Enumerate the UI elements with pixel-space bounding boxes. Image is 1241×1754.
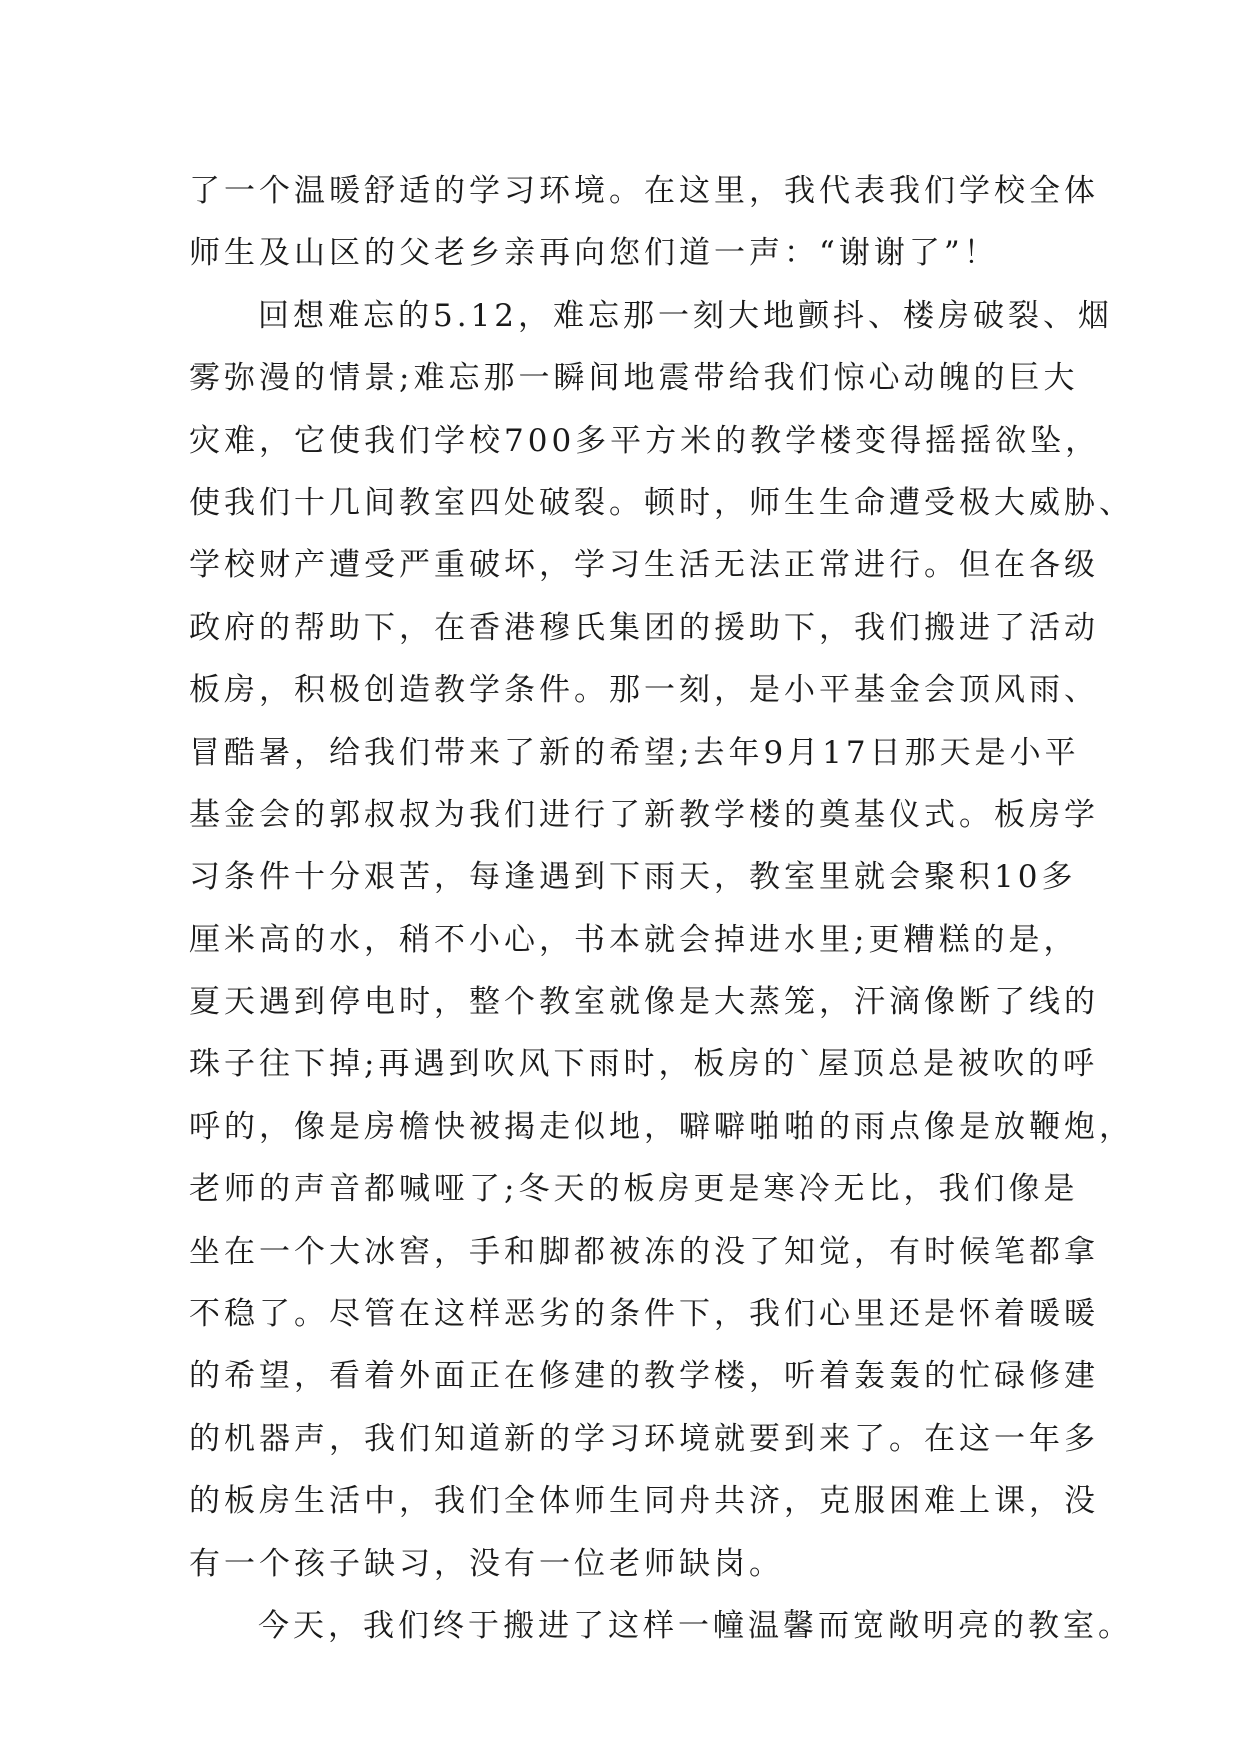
text-line: 坐在一个大冰窖，手和脚都被冻的没了知觉，有时候笔都拿 bbox=[189, 1233, 1099, 1270]
text-line: 了一个温暖舒适的学习环境。在这里，我代表我们学校全体 bbox=[189, 173, 1099, 209]
text-line: 的机器声，我们知道新的学习环境就要到来了。在这一年多 bbox=[189, 1420, 1099, 1457]
text-line: 师生及山区的父老乡亲再向您们道一声：“谢谢了”！ bbox=[189, 235, 999, 272]
text-line: 不稳了。尽管在这样恶劣的条件下，我们心里还是怀着暖暖 bbox=[189, 1296, 1099, 1333]
text-line: 珠子往下掉;再遇到吹风下雨时，板房的`屋顶总是被吹的呼 bbox=[189, 1046, 1098, 1083]
text-line: 夏天遇到停电时，整个教室就像是大蒸笼，汗滴像断了线的 bbox=[189, 984, 1099, 1021]
text-line: 冒酷暑，给我们带来了新的希望;去年9月17日那天是小平 bbox=[189, 734, 1080, 771]
text-line: 老师的声音都喊哑了;冬天的板房更是寒冷无比，我们像是 bbox=[189, 1171, 1079, 1208]
text-line: 的希望，看着外面正在修建的教学楼，听着轰轰的忙碌修建 bbox=[189, 1358, 1099, 1395]
text-line: 有一个孩子缺习，没有一位老师缺岗。 bbox=[189, 1545, 784, 1582]
text-line: 习条件十分艰苦，每逢遇到下雨天，教室里就会聚积10多 bbox=[189, 859, 1077, 896]
document-body bbox=[189, 160, 1134, 1657]
text-line: 呼的，像是房檐快被揭走似地，噼噼啪啪的雨点像是放鞭炮， bbox=[189, 1108, 1134, 1145]
text-line: 使我们十几间教室四处破裂。顿时，师生生命遭受极大威胁、 bbox=[189, 484, 1134, 521]
text-line: 厘米高的水，稍不小心，书本就会掉进水里;更糟糕的是， bbox=[189, 921, 1079, 958]
paragraph-first-line: 回想难忘的5.12，难忘那一刻大地颤抖、楼房破裂、烟 bbox=[258, 297, 1114, 334]
text-line: 灾难，它使我们学校700多平方米的教学楼变得摇摇欲坠， bbox=[189, 422, 1101, 459]
text-line: 基金会的郭叔叔为我们进行了新教学楼的奠基仪式。板房学 bbox=[189, 796, 1099, 833]
text-line: 板房，积极创造教学条件。那一刻，是小平基金会顶风雨、 bbox=[189, 672, 1099, 709]
text-line: 政府的帮助下，在香港穆氏集团的援助下，我们搬进了活动 bbox=[189, 609, 1099, 646]
paragraph-first-line: 今天，我们终于搬进了这样一幢温馨而宽敞明亮的教室。 bbox=[258, 1607, 1133, 1644]
text-line: 的板房生活中，我们全体师生同舟共济，克服困难上课，没 bbox=[189, 1483, 1099, 1520]
text-line: 雾弥漫的情景;难忘那一瞬间地震带给我们惊心动魄的巨大 bbox=[189, 360, 1079, 397]
text-line: 学校财产遭受严重破坏，学习生活无法正常进行。但在各级 bbox=[189, 547, 1099, 584]
